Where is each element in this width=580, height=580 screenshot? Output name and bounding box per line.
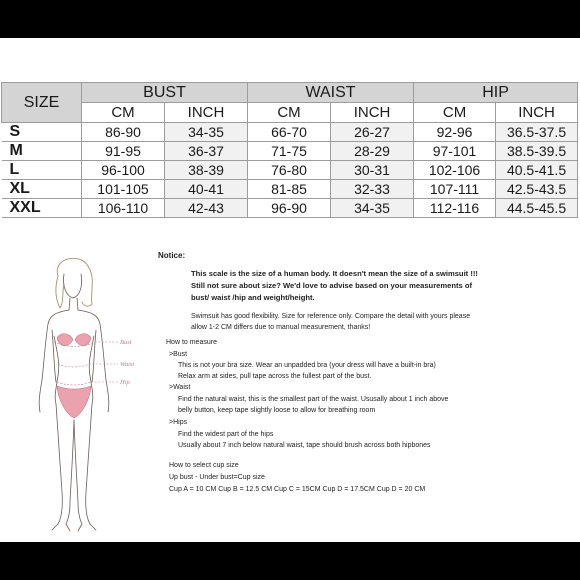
- measurement-cell: 107-111: [414, 180, 496, 199]
- table-row: [2, 142, 578, 161]
- table-row: [2, 161, 578, 180]
- measurement-cell: 101-105: [82, 180, 165, 199]
- measurement-cell: 96-90: [248, 199, 331, 218]
- measurement-cell: 28-29: [331, 142, 414, 161]
- notice-line: >Hips: [169, 419, 188, 426]
- measurement-cell: 86-90: [82, 123, 165, 142]
- measurement-cell: 76-80: [248, 161, 331, 180]
- notice-line: >Waist: [169, 384, 191, 391]
- measurement-cell: 34-35: [165, 123, 248, 142]
- size-cell: XL: [2, 180, 82, 199]
- measurement-cell: 38-39: [165, 161, 248, 180]
- measurement-cell: 38.5-39.5: [496, 142, 578, 161]
- body-figure-illustration: [18, 252, 148, 534]
- size-cell: L: [2, 161, 82, 180]
- unit-header: CM: [414, 103, 496, 123]
- bust-label: Bust: [120, 339, 132, 346]
- group-header-hip: HIP: [414, 83, 578, 103]
- table-row: [2, 123, 578, 142]
- size-chart: [0, 38, 580, 542]
- size-cell: S: [2, 123, 82, 142]
- notice-line: Find the natural waist, this is the smallest part of the waist. Ususally about 1 inch above: [178, 396, 449, 403]
- notice-line: Usually about 7 inch below natural waist, tape should brush across both hipbones: [178, 442, 431, 449]
- measurement-cell: 96-100: [82, 161, 165, 180]
- table-row: [2, 180, 578, 199]
- measurement-cell: 42-43: [165, 199, 248, 218]
- waist-label: Waist: [120, 361, 135, 368]
- size-table: [1, 82, 578, 218]
- notice-line: Still not sure about size? We'd love to advise based on your measurements of: [191, 281, 473, 290]
- notice-title: Notice:: [158, 251, 186, 260]
- notice-line: Up bust - Under bust=Cup size: [169, 474, 265, 481]
- group-header-bust: BUST: [82, 83, 248, 103]
- notice-line: How to select cup size: [169, 462, 239, 469]
- measurement-cell: 66-70: [248, 123, 331, 142]
- measurement-cell: 106-110: [82, 199, 165, 218]
- size-cell: XXL: [2, 199, 82, 218]
- measurement-cell: 102-106: [414, 161, 496, 180]
- measurement-cell: 97-101: [414, 142, 496, 161]
- measurement-cell: 42.5-43.5: [496, 180, 578, 199]
- measurement-cell: 40-41: [165, 180, 248, 199]
- notice-line: Find the widest part of the hips: [178, 431, 274, 438]
- unit-header: INCH: [496, 103, 578, 123]
- notice-line: bust/ waist /hip and weight/height.: [191, 293, 315, 302]
- notice-line: Cup A = 10 CM Cup B = 12.5 CM Cup C = 15CM Cup D = 17.5CM Cup D = 20 CM: [169, 486, 426, 493]
- table-unit-header: [2, 103, 578, 123]
- unit-header: CM: [82, 103, 165, 123]
- hip-label: Hip: [120, 379, 130, 386]
- notice-line: Relax arm at sides, pull tape across the fullest part of the bust.: [178, 373, 372, 380]
- notice-line: This scale is the size of a human body. It doesn't mean the size of a swimsuit !!!: [191, 269, 478, 278]
- measurement-cell: 91-95: [82, 142, 165, 161]
- measurement-cell: 36.5-37.5: [496, 123, 578, 142]
- notice-line: allow 1-2 CM differs due to manual measurement, thanks!: [191, 324, 371, 331]
- measurement-cell: 34-35: [331, 199, 414, 218]
- notice-line: How to measure: [166, 339, 217, 346]
- unit-header: INCH: [165, 103, 248, 123]
- measurement-cell: 36-37: [165, 142, 248, 161]
- measurement-cell: 30-31: [331, 161, 414, 180]
- notice-line: Swimsuit has good flexibility. Size for reference only. Compare the detail with yours please: [191, 313, 471, 320]
- table-row: [2, 199, 578, 218]
- measurement-cell: 81-85: [248, 180, 331, 199]
- notice-line: This is not your bra size. Wear an unpadded bra (your dress will have a built-in bra): [178, 362, 436, 369]
- table-group-header: [2, 83, 578, 103]
- size-cell: M: [2, 142, 82, 161]
- size-column-header: SIZE: [2, 83, 82, 123]
- group-header-waist: WAIST: [248, 83, 414, 103]
- measurement-cell: 92-96: [414, 123, 496, 142]
- measurement-cell: 40.5-41.5: [496, 161, 578, 180]
- measurement-cell: 44.5-45.5: [496, 199, 578, 218]
- measurement-cell: 32-33: [331, 180, 414, 199]
- notice-line: >Bust: [169, 351, 188, 358]
- body-measurement-figure: [18, 252, 148, 534]
- unit-header: INCH: [331, 103, 414, 123]
- measurement-cell: 112-116: [414, 199, 496, 218]
- measurement-cell: 71-75: [248, 142, 331, 161]
- notice-line: belly button, keep tape slightly loose to allow for breathing room: [178, 407, 376, 414]
- measurement-cell: 26-27: [331, 123, 414, 142]
- unit-header: CM: [248, 103, 331, 123]
